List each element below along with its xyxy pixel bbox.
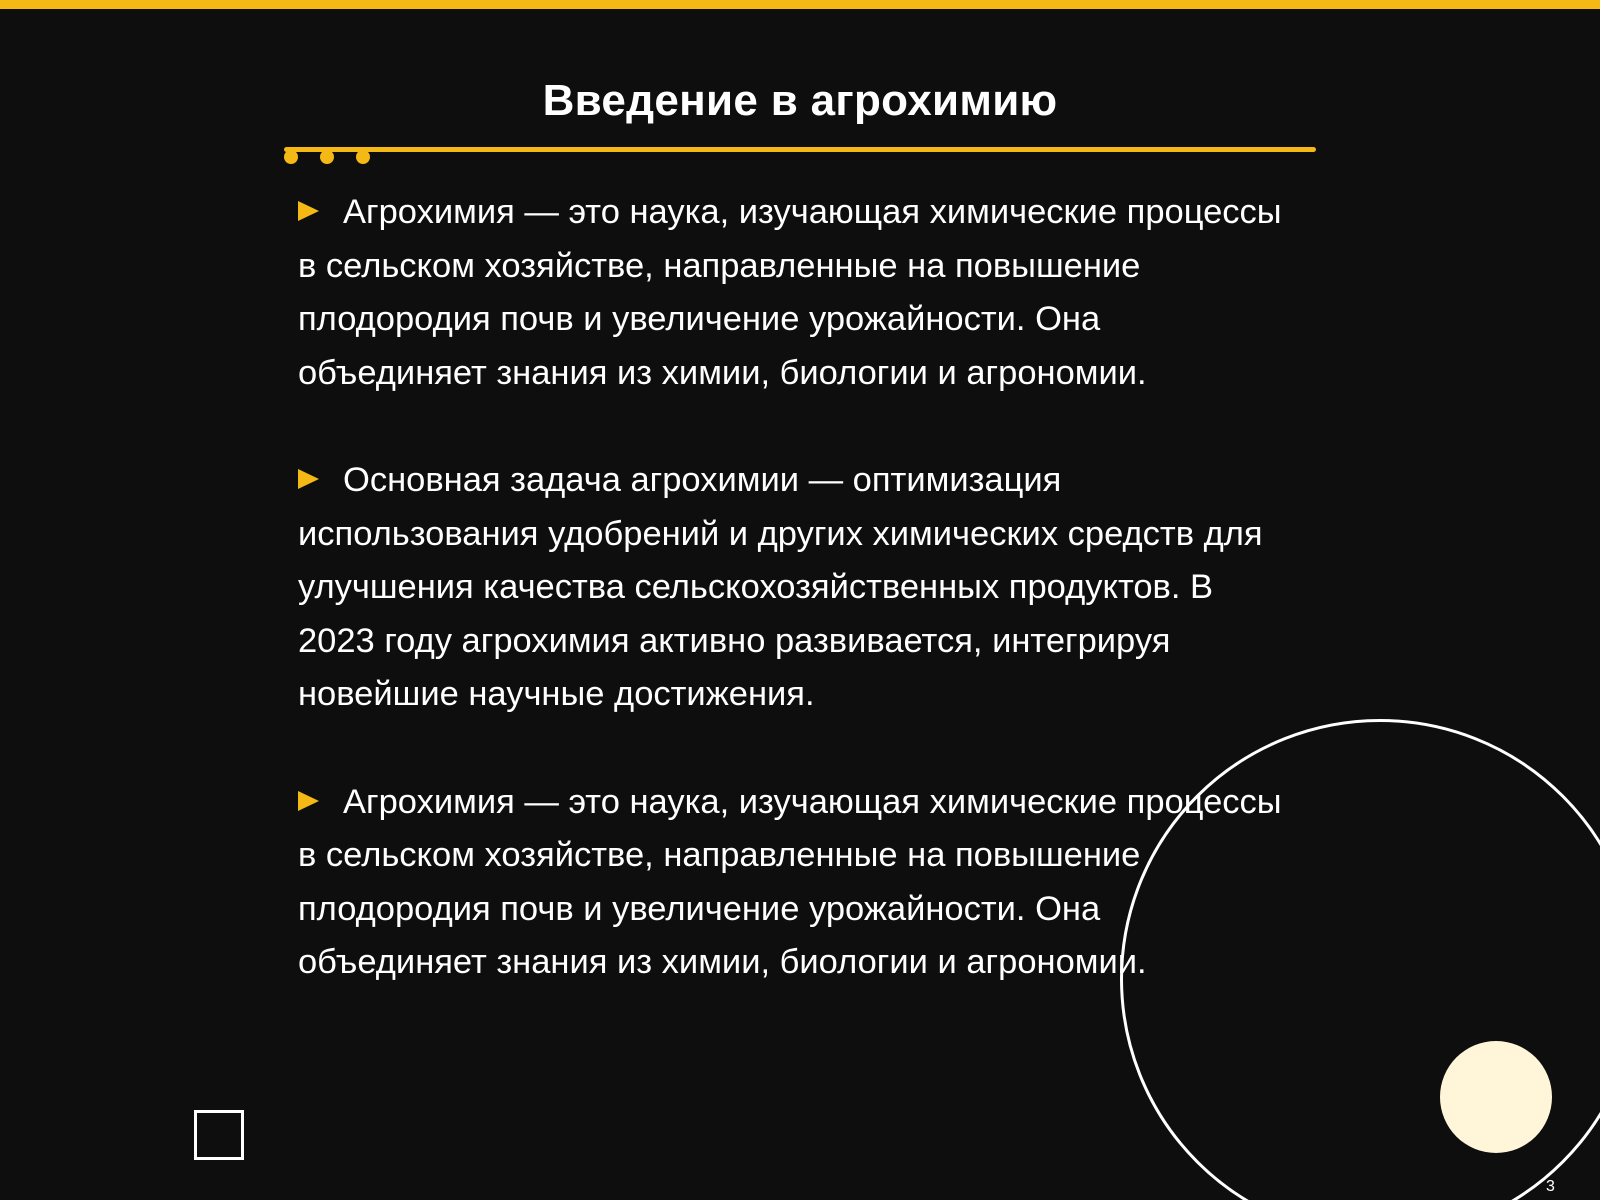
triangle-right-icon <box>298 201 319 221</box>
paragraph-text: Основная задача агрохимии — оптимизация использования удобрений и других химических средств для улучшения качества сельскохозяйственных продуктов. В 2023 году агрохимия активно развивается, интегрируя новейшие научные достижения. <box>298 461 1263 713</box>
top-accent-bar <box>0 0 1600 9</box>
paragraph-text: Агрохимия — это наука, изучающая химические процессы в сельском хозяйстве, направленные на повышение плодородия почв и увеличение урожайности. Она объединяет знания из химии, биологии и агрономии. <box>298 193 1282 392</box>
triangle-right-icon <box>298 791 319 811</box>
bullet-paragraph-1 <box>298 186 1298 400</box>
slide-title: Введение в агрохимию <box>542 76 1058 125</box>
bullet-paragraph-3 <box>298 776 1298 990</box>
decorative-dot <box>284 150 298 164</box>
decorative-dot <box>320 150 334 164</box>
decorative-square <box>194 1110 244 1160</box>
page-number: 3 <box>1546 1178 1555 1195</box>
triangle-right-icon <box>298 469 319 489</box>
title-underline <box>284 147 1316 152</box>
decorative-circle <box>1440 1041 1552 1153</box>
paragraph-text: Агрохимия — это наука, изучающая химические процессы в сельском хозяйстве, направленные на повышение плодородия почв и увеличение урожайности. Она объединяет знания из химии, биологии и агрономии. <box>298 782 1282 981</box>
decorative-dot <box>356 150 370 164</box>
slide-body <box>298 186 1298 990</box>
bullet-paragraph-2 <box>298 454 1298 722</box>
